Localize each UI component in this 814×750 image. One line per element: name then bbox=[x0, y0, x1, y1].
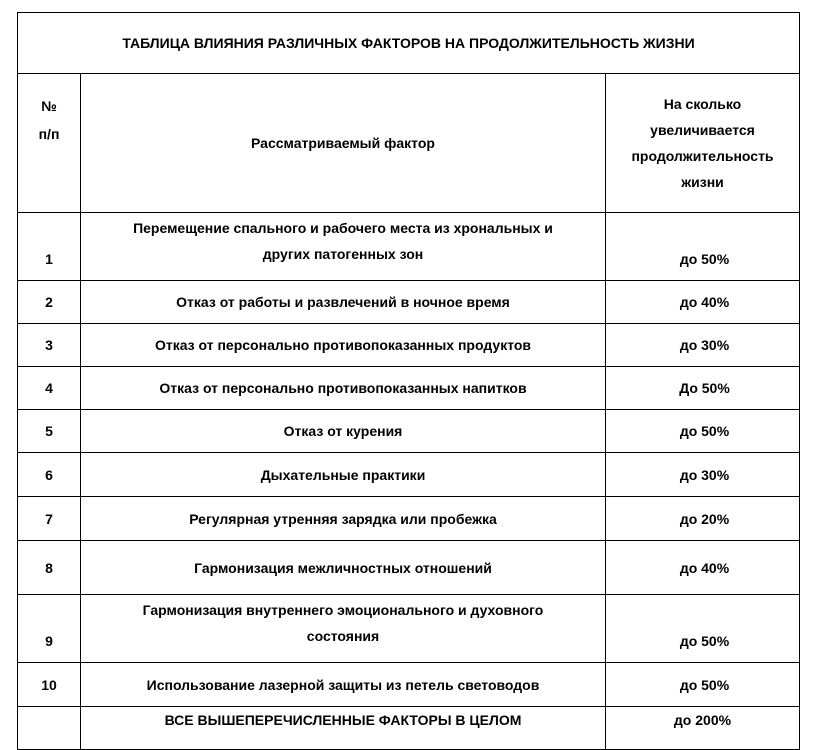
header-increase-line: На сколько bbox=[663, 96, 742, 112]
row-number: 1 bbox=[18, 213, 81, 281]
row-factor: Регулярная утренняя зарядка или пробежка bbox=[81, 497, 606, 541]
row-value: до 40% bbox=[606, 541, 800, 595]
row-value: До 50% bbox=[606, 367, 800, 410]
row-value: до 30% bbox=[606, 324, 800, 367]
row-number: 3 bbox=[18, 324, 81, 367]
row-value: до 20% bbox=[606, 497, 800, 541]
total-number bbox=[18, 707, 81, 750]
row-number: 7 bbox=[18, 497, 81, 541]
header-increase-line: жизни bbox=[681, 174, 724, 190]
row-number: 5 bbox=[18, 410, 81, 453]
row-value: до 40% bbox=[606, 281, 800, 324]
row-number: 10 bbox=[18, 663, 81, 707]
row-number: 2 bbox=[18, 281, 81, 324]
total-value: до 200% bbox=[606, 707, 800, 750]
table-row bbox=[18, 213, 800, 281]
total-row bbox=[18, 707, 800, 750]
table-row bbox=[18, 367, 800, 410]
row-value: до 50% bbox=[606, 410, 800, 453]
header-row bbox=[18, 74, 800, 213]
row-factor: Гармонизация межличностных отношений bbox=[81, 541, 606, 595]
header-increase-line: продолжительность bbox=[631, 148, 774, 164]
header-increase bbox=[606, 74, 800, 213]
row-factor-line: других патогенных зон bbox=[262, 246, 424, 262]
table-row bbox=[18, 595, 800, 663]
row-value: до 50% bbox=[606, 663, 800, 707]
header-number-line1: № bbox=[41, 98, 57, 114]
row-factor: Отказ от персонально противопоказанных продуктов bbox=[81, 324, 606, 367]
table-row bbox=[18, 324, 800, 367]
row-factor: Отказ от работы и развлечений в ночное время bbox=[81, 281, 606, 324]
row-number: 6 bbox=[18, 453, 81, 497]
header-factor: Рассматриваемый фактор bbox=[81, 74, 606, 213]
row-factor-line: Гармонизация внутреннего эмоционального и духовного bbox=[142, 602, 544, 618]
table-row bbox=[18, 453, 800, 497]
row-value: до 50% bbox=[606, 213, 800, 281]
row-factor: Дыхательные практики bbox=[81, 453, 606, 497]
header-number-line2: п/п bbox=[38, 126, 60, 142]
row-value: до 30% bbox=[606, 453, 800, 497]
header-number bbox=[18, 74, 81, 213]
row-number: 8 bbox=[18, 541, 81, 595]
row-factor: Отказ от персонально противопоказанных напитков bbox=[81, 367, 606, 410]
row-factor bbox=[81, 213, 606, 281]
table-row bbox=[18, 410, 800, 453]
factors-table bbox=[17, 12, 800, 750]
total-factor: ВСЕ ВЫШЕПЕРЕЧИСЛЕННЫЕ ФАКТОРЫ В ЦЕЛОМ bbox=[81, 707, 606, 750]
table-row bbox=[18, 663, 800, 707]
header-increase-line: увеличивается bbox=[650, 122, 755, 138]
table-row bbox=[18, 497, 800, 541]
table-row bbox=[18, 541, 800, 595]
row-number: 4 bbox=[18, 367, 81, 410]
row-factor: Отказ от курения bbox=[81, 410, 606, 453]
row-factor-line: состояния bbox=[306, 628, 380, 644]
title-row bbox=[18, 13, 800, 74]
row-value: до 50% bbox=[606, 595, 800, 663]
table-row bbox=[18, 281, 800, 324]
table-title: ТАБЛИЦА ВЛИЯНИЯ РАЗЛИЧНЫХ ФАКТОРОВ НА ПРОДОЛЖИТЕЛЬНОСТЬ ЖИЗНИ bbox=[18, 13, 800, 74]
row-number: 9 bbox=[18, 595, 81, 663]
row-factor-line: Перемещение спального и рабочего места из хрональных и bbox=[133, 220, 553, 236]
row-factor: Использование лазерной защиты из петель световодов bbox=[81, 663, 606, 707]
row-factor bbox=[81, 595, 606, 663]
